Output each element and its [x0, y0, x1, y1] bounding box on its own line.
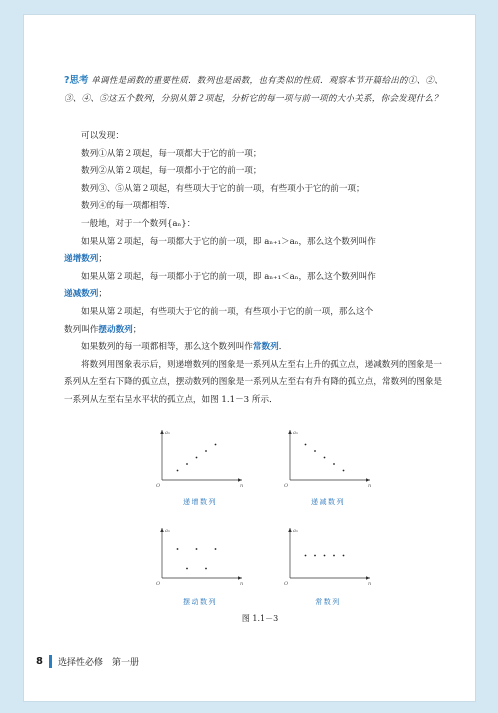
- def-oscillating-text: 如果从第２项起，有些项大于它的前一项，有些项小于它的前一项，那么这个: [81, 306, 374, 317]
- y-axis-label: aₙ: [165, 430, 171, 436]
- page-number: 8: [36, 656, 43, 667]
- think-box: [64, 72, 444, 108]
- think-text: 单调性是函数的重要性质．数列也是函数，也有类似的性质．观察本节开篇给出的①、②、③、④、⑤这五个数列，分别从第２项起，分析它的每一项与前一项的大小关系，你会发现什么？: [64, 76, 444, 104]
- caption-oscillating: 摆动数列: [183, 598, 217, 606]
- plot-decreasing: [278, 422, 378, 492]
- y-arrow: [160, 528, 164, 532]
- data-point: [343, 555, 345, 557]
- def-decreasing-text: 如果从第２项起，每一项都小于它的前一项，即 aₙ₊₁＜aₙ，那么这个数列叫作: [81, 271, 376, 282]
- definition-increasing: [64, 234, 444, 269]
- data-point: [177, 470, 179, 472]
- line-6: 一般地，对于一个数列{aₙ}：: [81, 218, 196, 229]
- origin-label: O: [284, 581, 289, 587]
- y-arrow: [288, 430, 292, 434]
- y-arrow: [288, 528, 292, 532]
- x-arrow: [366, 478, 370, 482]
- line-2: 数列①从第２项起，每一项都大于它的前一项；: [81, 148, 262, 159]
- definition-constant: [64, 339, 444, 357]
- plot-oscillating-svg: [150, 520, 250, 590]
- page-footer: [36, 655, 139, 668]
- data-point: [215, 444, 217, 446]
- think-tag: [64, 75, 89, 86]
- x-axis-label: n: [368, 581, 372, 587]
- x-axis-label: n: [368, 483, 372, 489]
- line-1: 可以发现：: [81, 131, 124, 141]
- y-axis-label: aₙ: [293, 528, 299, 534]
- plot-constant: [278, 520, 378, 590]
- x-arrow: [238, 478, 242, 482]
- x-arrow: [366, 576, 370, 580]
- data-point: [333, 463, 335, 465]
- y-axis-label: aₙ: [165, 528, 171, 534]
- figure-title: 图 1.1－3: [241, 614, 279, 623]
- main-text: [64, 128, 444, 410]
- data-point: [177, 548, 179, 550]
- y-arrow: [160, 430, 164, 434]
- def-increasing-text: 如果从第２项起，每一项都大于它的前一项，即 aₙ₊₁＞aₙ，那么这个数列叫作: [81, 236, 376, 247]
- data-point: [196, 548, 198, 550]
- data-point: [186, 568, 188, 570]
- term-increasing: 递增数列: [64, 254, 99, 265]
- graph-explanation: 将数列用图象表示后，则递增数列的图象是一系列从左至右上升的孤立点，递减数列的图象是一系列从左至右下降的孤立点，摆动数列的图象是一系列从左至右有升有降的孤立点，常数列的图象是一系列从左至右呈水平状的孤立点，如图 1.1－3 所示．: [64, 359, 443, 405]
- data-point: [205, 450, 207, 452]
- origin-label: O: [156, 581, 161, 587]
- x-axis-label: n: [240, 483, 244, 489]
- line-3: 数列②从第２项起，每一项都小于它的前一项；: [81, 166, 262, 177]
- def-increasing-end: ；: [98, 254, 107, 265]
- def-oscillating-prefix: 数列叫作: [64, 324, 99, 335]
- plot-increasing: [150, 422, 250, 492]
- data-point: [186, 463, 188, 465]
- def-oscillating-end: ；: [132, 324, 142, 335]
- data-point: [205, 568, 207, 570]
- line-5: 数列④的每一项都相等．: [81, 201, 176, 212]
- term-decreasing: 递减数列: [64, 289, 99, 300]
- data-point: [324, 457, 326, 459]
- term-oscillating: 摆动数列: [98, 324, 133, 335]
- data-point: [305, 444, 307, 446]
- def-constant-end: ．: [278, 342, 288, 353]
- origin-label: O: [156, 483, 161, 489]
- data-point: [324, 555, 326, 557]
- plot-constant-svg: [278, 520, 378, 590]
- y-axis-label: aₙ: [293, 430, 299, 436]
- data-point: [314, 450, 316, 452]
- origin-label: O: [284, 483, 289, 489]
- question-icon: ?: [64, 75, 70, 86]
- def-constant-text: 如果数列的每一项都相等，那么这个数列叫作: [81, 342, 253, 353]
- data-point: [343, 470, 345, 472]
- book-title: 选择性必修 第一册: [57, 658, 139, 668]
- caption-decreasing: 递减数列: [311, 498, 345, 506]
- data-point: [333, 555, 335, 557]
- caption-constant: 常数列: [315, 598, 341, 606]
- line-4: 数列③、⑤从第２项起，有些项大于它的前一项，有些项小于它的前一项；: [81, 183, 365, 194]
- term-constant: 常数列: [252, 342, 279, 353]
- x-axis-label: n: [240, 581, 244, 587]
- x-arrow: [238, 576, 242, 580]
- definition-decreasing: [64, 269, 444, 304]
- caption-increasing: 递增数列: [183, 498, 217, 506]
- data-point: [196, 457, 198, 459]
- def-decreasing-end: ；: [98, 289, 107, 300]
- data-point: [305, 555, 307, 557]
- definition-oscillating: [64, 304, 444, 339]
- footer-divider: [49, 655, 52, 668]
- data-point: [314, 555, 316, 557]
- plot-increasing-svg: [150, 422, 250, 492]
- plot-decreasing-svg: [278, 422, 378, 492]
- think-label: 思考: [69, 75, 89, 86]
- plot-oscillating: [150, 520, 250, 590]
- data-point: [215, 548, 217, 550]
